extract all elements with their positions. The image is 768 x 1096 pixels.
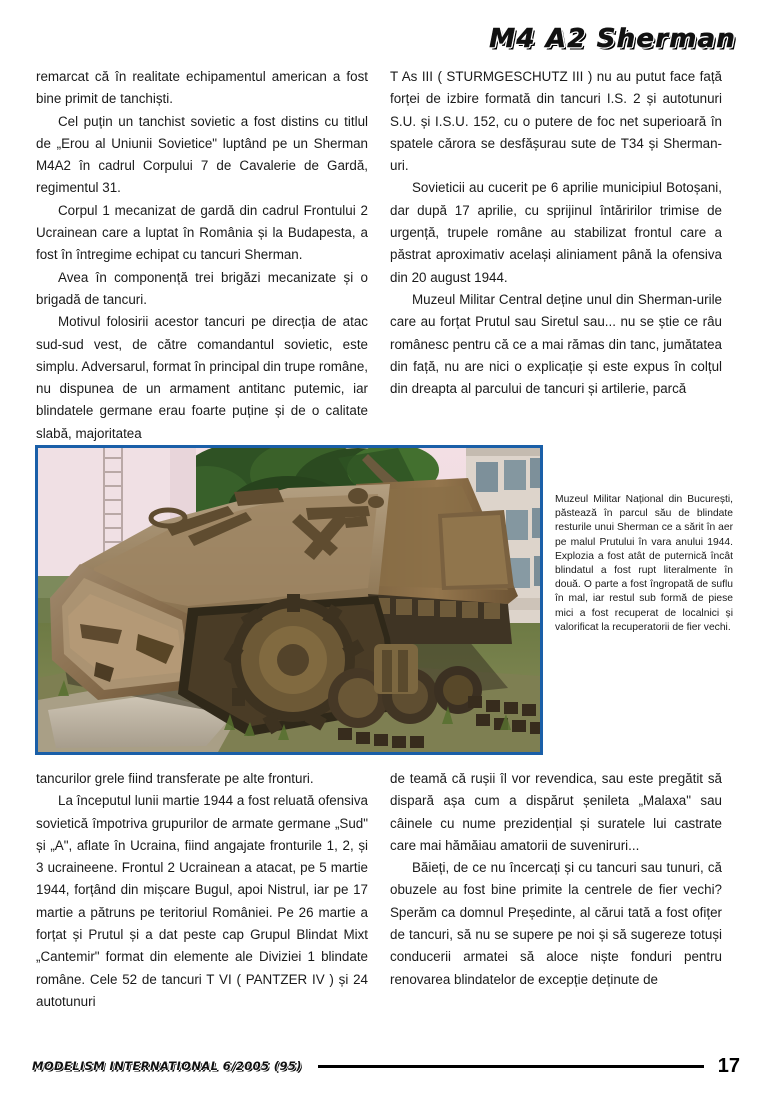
page-header xyxy=(489,22,736,56)
paragraph: de teamă că rușii îl vor revendica, sau este pregătit să dispară așa cum a dispărut șenileta „Malaxa" sau câinele cu nume prezidențial și suratele lui castrate care mai hămăiau amatorii de suveniruri... xyxy=(390,771,722,853)
paragraph: Băieți, de ce nu încercați și cu tancuri sau tunuri, că obuzele au fost bine primite la centrele de fier vechi? Sperăm ca domnul Președinte, al cărui tată a fost ofițer de tancuri, să nu se supere pe noi și să sugereze totuși conducerii armatei să aloce niște fonduri pentru renovarea blindatelor de excepție deținute de xyxy=(390,860,722,987)
paragraph: Motivul folosirii acestor tancuri pe direcția de atac sud-sud vest, de către comandantul sovietic, este simplu. Adversarul, format în principal din trupe române, nu dispunea de un armament antitanc putemic, iar blindatele germane erau foarte puține și de o calitate slabă, majoritatea xyxy=(36,314,368,441)
paragraph: Avea în componență trei brigăzi mecanizate și o brigadă de tancuri. xyxy=(36,269,368,307)
page-title: M4 A2 Sherman xyxy=(489,24,736,54)
footer-divider xyxy=(318,1065,704,1068)
paragraph: remarcat că în realitate echipamentul american a fost bine primit de tanchiști. xyxy=(36,69,368,107)
magazine-brand: MODELISM INTERNATIONAL 6/2005 (95) xyxy=(32,1059,302,1073)
paragraph: T As III ( STURMGESCHUTZ III ) nu au putut face față forței de izbire formată din tancuri I.S. 2 și autotunuri S.U. și I.S.U. 152, cu o putere de foc net superioară în spatele cărora se desfășurau sute de T34 și Sherman-uri. xyxy=(390,69,722,174)
paragraph: Corpul 1 mecanizat de gardă din cadrul Frontului 2 Ucrainean care a luptat în România și la Budapesta, a fost în întregime echipat cu tancuri Sherman. xyxy=(36,202,368,263)
article-photo xyxy=(35,445,543,755)
paragraph: Muzeul Militar Central deține unul din Sherman-urile care au forțat Prutul sau Siretul sau... nu se știe ce râu românesc pentru că ce a mai rămas din tanc, jumătatea din față, nu are nici o explicație și este expus în colțul din dreapta al parcului de tancuri și artilerie, parcă xyxy=(390,291,722,397)
right-column-bottom xyxy=(390,768,722,991)
paragraph: tancurilor grele fiind transferate pe alte fronturi. xyxy=(36,771,314,786)
page-footer xyxy=(32,1054,740,1078)
left-column-top xyxy=(36,66,368,445)
left-column-bottom xyxy=(36,768,368,1013)
page-number: 17 xyxy=(717,1054,740,1077)
paragraph: Cel puțin un tanchist sovietic a fost distins cu titlul de „Erou al Uniunii Sovietice" luptând pe un Sherman M4A2 în cadrul Corpului 7 de Cavalerie de Gardă, regimentul 31. xyxy=(36,113,368,196)
tank-photo-image xyxy=(38,448,540,752)
photo-caption: Muzeul Militar Național din București, păstează în parcul său de blindate resturile unui Sherman ce a sărit în aer pe malul Prutului în vara anului 1944. Explozia a fost atât de puternică încât blindatul a fost rupt literalmente în două. O parte a fost îngropată de suflu în mal, iar restul sub formă de piese mici a fost recuperat de localnici și valorificat la recuperatorii de fier vechi. xyxy=(555,494,733,633)
paragraph: Sovieticii au cucerit pe 6 aprilie municipiul Botoșani, dar după 17 aprilie, cu sprijinul întăririlor trimise de urgență, trupele române au stabilizat frontul care a păstrat aproximativ același aliniament până la ofensiva din 20 august 1944. xyxy=(390,180,722,285)
paragraph: La începutul lunii martie 1944 a fost reluată ofensiva sovietică împotriva grupurilor de armate germane „Sud" și „A", aflate în Ucraina, fiind angajate fronturile 1, 2, și 3 ucraineene. Frontul 2 Ucrainean a atacat, pe 5 martie 1944, forțând din mișcare Bugul, apoi Nistrul, iar pe 17 martie a pătruns pe teritoriul României. Pe 26 martie a forțat și Prutul și a dat peste cap Grupul Blindat Mixt „Cantemir" format din elemente ale Diviziei 1 blindate române. Cele 52 de tancuri T VI ( PANTZER IV ) și 24 autotunuri xyxy=(36,793,368,1009)
right-column-top xyxy=(390,66,722,400)
